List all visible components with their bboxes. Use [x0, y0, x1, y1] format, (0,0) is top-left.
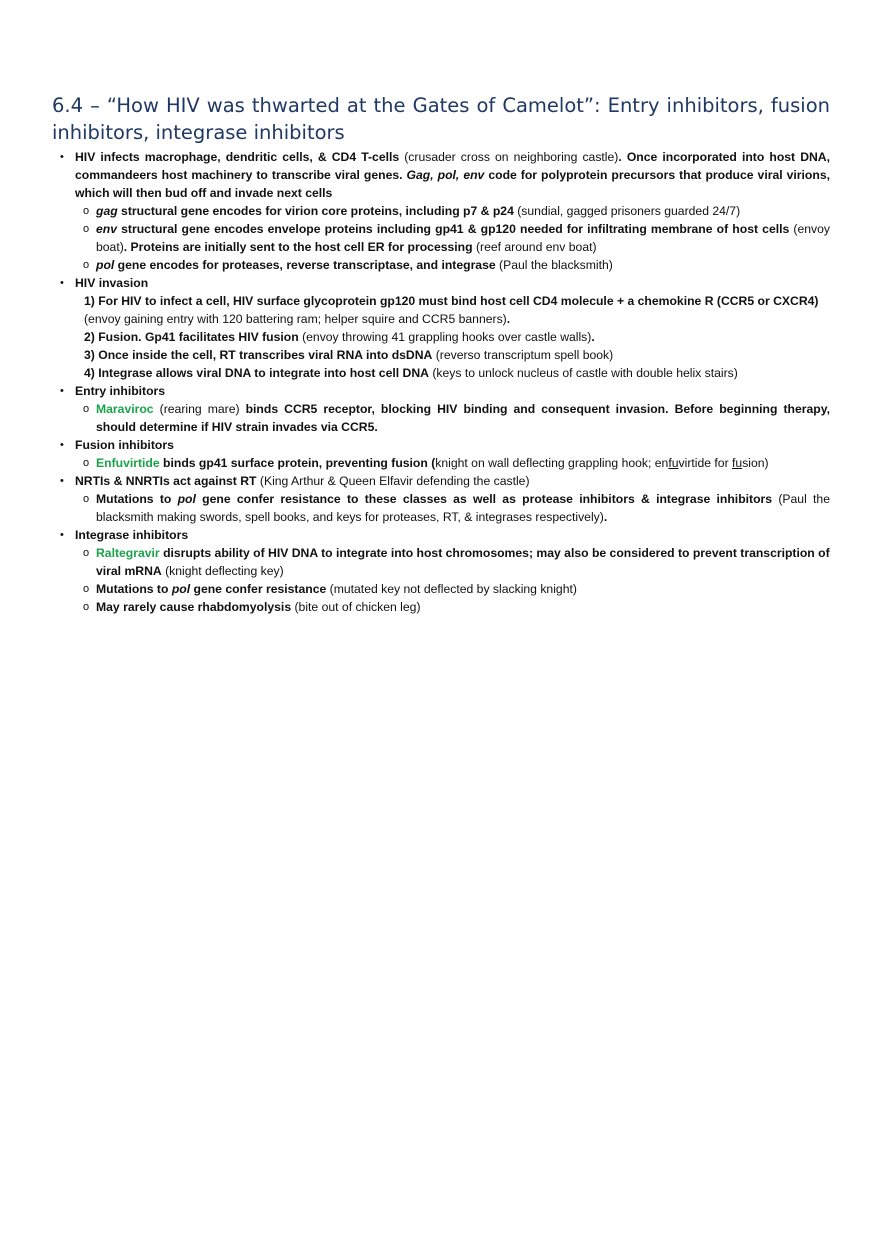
drug-name: Raltegravir — [96, 546, 160, 560]
section-heading: Fusion inhibitors — [75, 438, 174, 452]
bullet-nrtis — [60, 472, 830, 490]
sub-bullet-enfuvirtide — [60, 454, 830, 472]
mnemonic-text: (reverso transcriptum spell book) — [432, 348, 614, 362]
bold-text: . Once incorporated into host DNA, commandeers host machinery to transcribe viral genes. — [75, 150, 830, 182]
mnemonic-text: (bite out of chicken leg) — [291, 600, 421, 614]
sub-bullet-integrase-mutations — [60, 580, 830, 598]
mnemonic-text: (reef around env boat) — [472, 240, 597, 254]
sub-bullet-env — [60, 220, 830, 256]
section-heading: Integrase inhibitors — [75, 528, 189, 542]
mnemonic-text: (crusader cross on neighboring castle) — [399, 150, 619, 164]
sub-marker: o — [83, 493, 90, 505]
mnemonic-text: (King Arthur & Queen Elfavir defending the castle) — [256, 474, 530, 488]
drug-name: Enfuvirtide — [96, 456, 160, 470]
underlined-text: fu — [668, 456, 679, 470]
bullet-marker: • — [60, 529, 64, 541]
invasion-step-1 — [60, 292, 830, 328]
bullet-entry-inhibitors — [60, 382, 830, 400]
mnemonic-text: virtide for — [678, 456, 733, 470]
bold-text: binds CCR5 receptor, blocking HIV binding and consequent invasion. Before beginning therapy, should determine if HIV strain invades via CCR5. — [96, 402, 831, 434]
sub-marker: o — [83, 259, 90, 271]
section-title: 6.4 – “How HIV was thwarted at the Gates of Camelot”: Entry inhibitors, fusion inhibitors, integrase inhibitors — [52, 94, 830, 144]
section-heading: HIV invasion — [75, 276, 149, 290]
sub-marker: o — [83, 601, 90, 613]
sub-bullet-pol — [60, 256, 830, 274]
sub-marker: o — [83, 223, 90, 235]
bold-text: disrupts ability of HIV DNA to integrate into host chromosomes; may also be considered to prevent transcription of viral mRNA — [96, 546, 830, 578]
bullet-hiv-invasion — [60, 274, 830, 292]
mnemonic-text: (knight deflecting key) — [161, 564, 284, 578]
bullet-marker: • — [60, 475, 64, 487]
bold-text: 1) For HIV to infect a cell, HIV surface glycoprotein gp120 must bind host cell CD4 molecule + a chemokine R (CCR5 or CXCR4) — [84, 294, 819, 308]
gene-name: pol — [171, 582, 191, 596]
bold-text: Mutations to — [96, 582, 172, 596]
sub-bullet-raltegravir — [60, 544, 830, 580]
bullet-marker: • — [60, 151, 64, 163]
mnemonic-text: (sundial, gagged prisoners guarded 24/7) — [513, 204, 741, 218]
mnemonic-text: (Paul the blacksmith) — [495, 258, 613, 272]
bold-text: 4) Integrase allows viral DNA to integrate into host cell DNA — [84, 366, 429, 380]
bullet-integrase-inhibitors — [60, 526, 830, 544]
mnemonic-text: (mutated key not deflected by slacking knight) — [326, 582, 577, 596]
bullet-marker: • — [60, 439, 64, 451]
bold-text: structural gene encodes for virion core proteins, including p7 & p24 — [117, 204, 514, 218]
bold-text: May rarely cause rhabdomyolysis — [96, 600, 292, 614]
sub-bullet-maraviroc — [60, 400, 830, 436]
mnemonic-text: (envoy throwing 41 grappling hooks over castle walls) — [298, 330, 592, 344]
bold-text: gene confer resistance to these classes as well as protease inhibitors & integrase inhibitors — [195, 492, 773, 506]
section-heading: Entry inhibitors — [75, 384, 166, 398]
invasion-step-4 — [60, 364, 830, 382]
bold-text: gene encodes for proteases, reverse transcriptase, and integrase — [114, 258, 496, 272]
gene-name: gag — [96, 204, 118, 218]
gene-name: env — [96, 222, 118, 236]
sub-marker: o — [83, 403, 90, 415]
gene-names: Gag, pol, env — [406, 168, 485, 182]
bold-text: NRTIs & NNRTIs act against RT — [75, 474, 257, 488]
mnemonic-text: (keys to unlock nucleus of castle with double helix stairs) — [428, 366, 738, 380]
bold-text: HIV infects macrophage, dendritic cells, & CD4 T-cells — [75, 150, 400, 164]
punctuation: . — [591, 330, 595, 344]
invasion-step-3 — [60, 346, 830, 364]
gene-name: pol — [96, 258, 115, 272]
gene-name: pol — [177, 492, 196, 506]
bold-text: binds gp41 surface protein, preventing fusion ( — [159, 456, 436, 470]
mnemonic-text: sion) — [742, 456, 769, 470]
bullet-marker: • — [60, 277, 64, 289]
notes-content — [60, 148, 830, 616]
sub-marker: o — [83, 205, 90, 217]
sub-marker: o — [83, 583, 90, 595]
sub-bullet-pol-mutations — [60, 490, 830, 526]
punctuation: . — [603, 510, 608, 524]
invasion-step-2 — [60, 328, 830, 346]
underlined-text: fu — [732, 456, 743, 470]
sub-bullet-gag — [60, 202, 830, 220]
bold-text: . Proteins are initially sent to the host cell ER for processing — [123, 240, 473, 254]
bold-text: gene confer resistance — [190, 582, 327, 596]
punctuation: . — [506, 312, 511, 326]
sub-bullet-rhabdomyolysis — [60, 598, 830, 616]
bullet-marker: • — [60, 385, 64, 397]
mnemonic-text: (envoy boat) — [96, 222, 830, 254]
mnemonic-text: (envoy gaining entry with 120 battering ram; helper squire and CCR5 banners) — [84, 312, 507, 326]
sub-marker: o — [83, 457, 90, 469]
mnemonic-text: knight on wall deflecting grappling hook; en — [435, 456, 669, 470]
bold-text: 3) Once inside the cell, RT transcribes viral RNA into dsDNA — [84, 348, 433, 362]
bold-text: 2) Fusion. Gp41 facilitates HIV fusion — [84, 330, 299, 344]
bullet-fusion-inhibitors — [60, 436, 830, 454]
mnemonic-text: (rearing mare) — [153, 402, 246, 416]
mnemonic-text: (Paul the blacksmith making swords, spell books, and keys for proteases, RT, & integrases respectively) — [96, 492, 830, 524]
bullet-hiv-infects — [60, 148, 830, 202]
bold-text: code for polyprotein precursors that produce viral virions, which will then bud off and invade next cells — [75, 168, 830, 200]
sub-marker: o — [83, 547, 90, 559]
bold-text: Mutations to — [96, 492, 178, 506]
drug-name: Maraviroc — [96, 402, 154, 416]
bold-text: structural gene encodes envelope proteins including gp41 & gp120 needed for infiltrating membrane of host cells — [117, 222, 790, 236]
